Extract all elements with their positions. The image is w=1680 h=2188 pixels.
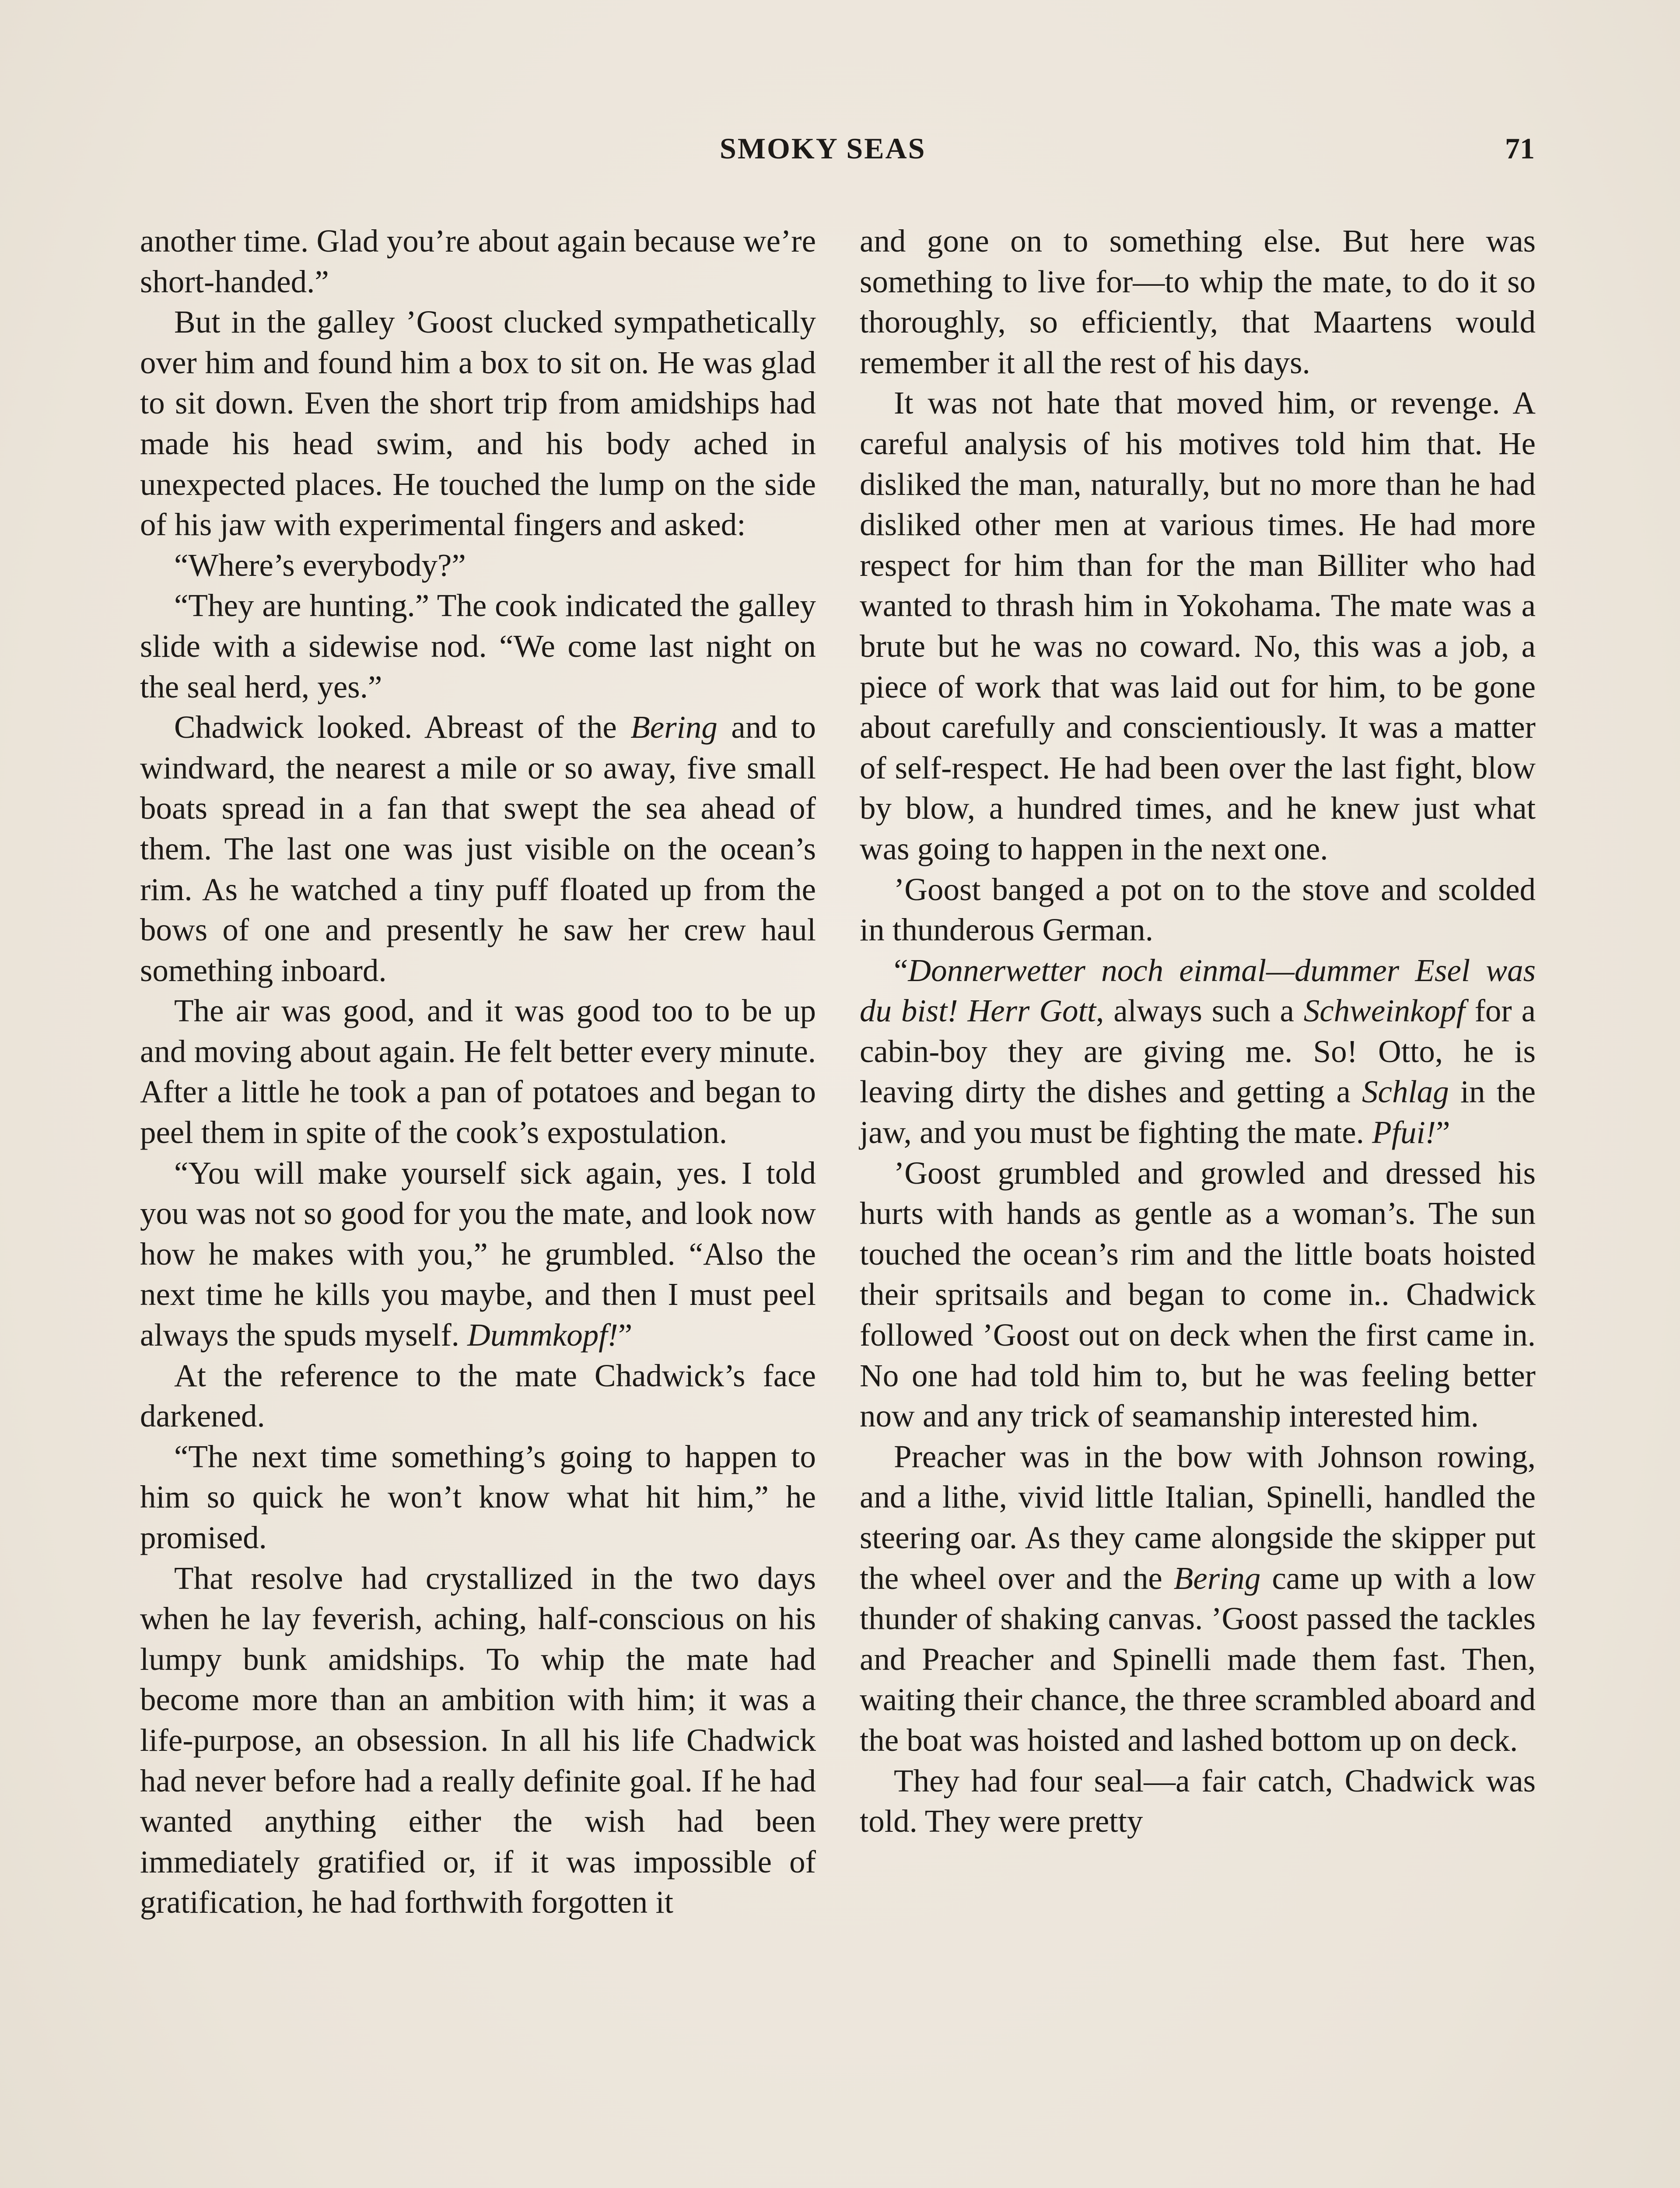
italic-ship-name: Bering	[1173, 1560, 1261, 1596]
paragraph: ’Goost banged a pot on to the stove and scolded in thunderous German.	[860, 871, 1536, 948]
paragraph: Preacher was in the bow with Johnson rowing, and a lithe, vivid little Italian, Spinelli, handled the steering oar. As they came alongside the skipper put the wheel over and the Bering came up with a low thunder of shaking canvas. ’Goost passed the tackles and Preacher and Spinelli made them fast. Then, waiting their chance, the three scrambled aboard and the boat was hoisted and lashed bottom up on deck.	[860, 1438, 1536, 1758]
right-column	[860, 221, 1536, 1842]
italic-german: Pfui!	[1372, 1115, 1436, 1150]
paragraph: Chadwick looked. Abreast of the Bering and to windward, the nearest a mile or so away, five small boats spread in a fan that swept the sea ahead of them. The last one was just visible on the ocean’s rim. As he watched a tiny puff floated up from the bows of one and presently he saw her crew haul something inboard.	[140, 709, 816, 988]
page-number: 71	[1505, 132, 1535, 165]
paragraph: “The next time something’s going to happen to him so quick he won’t know what hit him,” he promised.	[140, 1438, 816, 1555]
paragraph: That resolve had crystallized in the two days when he lay feverish, aching, half-conscious on his lumpy bunk amidships. To whip the mate had become more than an ambition with him; it was a life-purpose, an obsession. In all his life Chadwick had never before had a really definite goal. If he had wanted anything either the wish had been immediately gratified or, if it was impossible of gratification, he had forthwith forgotten it	[140, 1560, 816, 1920]
paragraph: ’Goost grumbled and growled and dressed his hurts with hands as gentle as a woman’s. The sun touched the ocean’s rim and the little boats hoisted their spritsails and began to come in.. Chadwick followed ’Goost out on deck when the first came in. No one had told him to, but he was feeling better now and any trick of seamanship interested him.	[860, 1155, 1536, 1434]
paragraph: They had four seal—a fair catch, Chadwick was told. They were pretty	[860, 1763, 1536, 1839]
italic-german: Schlag	[1362, 1074, 1449, 1110]
italic-word: Dummkopf!	[467, 1317, 618, 1353]
italic-german: Schweinkopf	[1303, 993, 1465, 1029]
paragraph: and gone on to something else. But here was something to live for—to whip the mate, to do it so thoroughly, so efficiently, that Maartens would remember it all the rest of his days.	[860, 223, 1536, 380]
paragraph: “They are hunting.” The cook indicated the galley slide with a sidewise nod. “We come last night on the seal herd, yes.”	[140, 588, 816, 705]
italic-ship-name: Bering	[630, 709, 718, 745]
paragraph: The air was good, and it was good too to be up and moving about again. He felt better every minute. After a little he took a pan of potatoes and began to peel them in spite of the cook’s expostulation.	[140, 993, 816, 1150]
paragraph: It was not hate that moved him, or revenge. A careful analysis of his motives told him that. He disliked the man, naturally, but no more than he had disliked other men at various times. He had more respect for him than for the man Billiter who had wanted to thrash him in Yokohama. The mate was a brute but he was no coward. No, this was a job, a piece of work that was laid out for him, to be gone about carefully and conscientiously. It was a matter of self-respect. He had been over the last fight, blow by blow, a hundred times, and he knew just what was going to happen in the next one.	[860, 385, 1536, 866]
italic-german: Donnerwetter noch einmal—dummer Esel was du bist! Herr Gott	[860, 952, 1536, 1029]
left-column	[140, 221, 816, 1923]
paragraph: another time. Glad you’re about again because we’re short-handed.”	[140, 223, 816, 299]
paragraph: But in the galley ’Goost clucked sympathetically over him and found him a box to sit on. He was glad to sit down. Even the short trip from amidships had made his head swim, and his body ached in unexpected places. He touched the lump on the side of his jaw with experimental fingers and asked:	[140, 304, 816, 543]
paragraph: At the reference to the mate Chadwick’s face darkened.	[140, 1357, 816, 1434]
running-title: SMOKY SEAS	[720, 132, 926, 165]
running-head	[0, 131, 1680, 184]
paragraph: “Donnerwetter noch einmal—dummer Esel was du bist! Herr Gott, always such a Schweinkopf for a cabin-boy they are giving me. So! Otto, he is leaving dirty the dishes and getting a Schlag in the jaw, and you must be fighting the mate. Pfui!”	[860, 952, 1536, 1150]
paragraph: “You will make yourself sick again, yes. I told you was not so good for you the mate, and look now how he makes with you,” he grumbled. “Also the next time he kills you maybe, and then I must peel always the spuds myself. Dummkopf!”	[140, 1155, 816, 1353]
paragraph: “Where’s everybody?”	[174, 547, 466, 583]
